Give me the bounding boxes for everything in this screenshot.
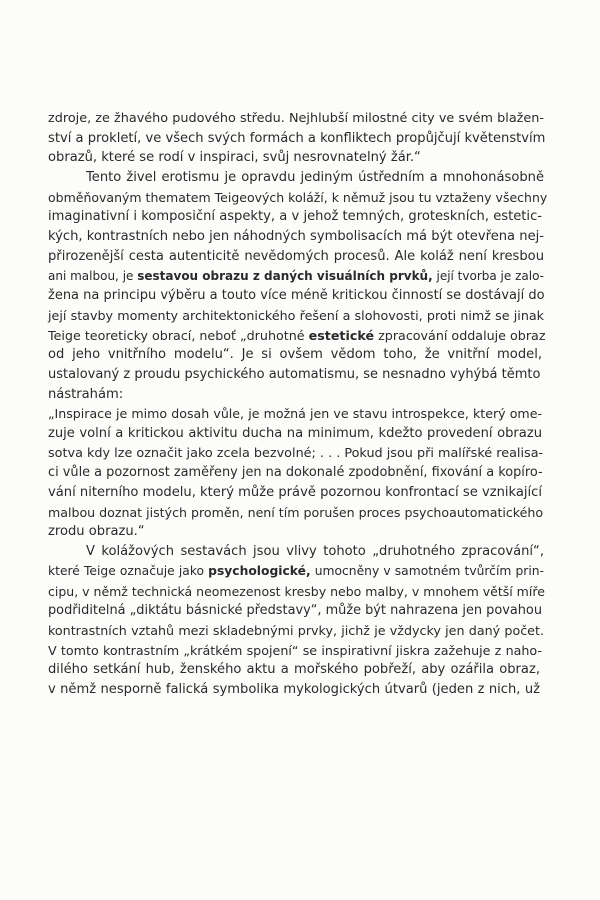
text-line: cipu, v němž technická neomezenost kresby nebo malby, v mnohem větší míře <box>48 583 545 599</box>
text-line: ci vůle a pozornost zaměřeny jen na dokonalé zpodobnění, fixování a kopíro- <box>48 465 543 481</box>
text-run: které Teige označuje jako <box>48 563 209 578</box>
emphasized-text: psychologické, <box>208 563 311 578</box>
text-line: podřiditelná „diktátu básnické představy“, může být nahrazena jen povahou <box>48 603 542 619</box>
text-line: její stavby momenty architektonického řešení a slohovosti, proti nimž se jinak <box>48 307 544 323</box>
text-line: Tento živel erotismu je opravdu jediným ústředním a mnohonásobně <box>86 170 544 186</box>
text-line: imaginativní i komposiční aspekty, a v jehož temných, groteskních, estetic- <box>48 209 542 225</box>
paragraph <box>48 168 548 404</box>
paragraph <box>48 109 548 168</box>
text-line: obměňovaným thematem Teigeových koláží, k němuž jsou tu vztaženy všechny <box>48 189 548 205</box>
text-line <box>48 562 544 582</box>
text-line: „Inspirace je mimo dosah vůle, je možná jen ve stavu introspekce, který ome- <box>48 406 542 422</box>
text-line: od jeho vnitřního modelu“. Je si ovšem vědom toho, že vnitřní model, <box>48 347 542 363</box>
text-line: přirozenější cesta autenticitě nevědomých procesů. Ale koláž není kresbou <box>48 248 544 264</box>
text-line: vání niterního modelu, který může právě pozornou konfrontací se vznikající <box>48 485 542 501</box>
text-line: sotva kdy lze označit jako zcela bezvolné; . . . Pokud jsou při malířské realisa- <box>48 445 544 461</box>
text-line: zuje volní a kritickou aktivitu ducha na minimum, kdežto provedení obrazu <box>48 426 542 441</box>
text-run: ani malbou, je <box>48 268 138 283</box>
text-line <box>48 267 544 287</box>
text-run: její tvorba je zalo- <box>432 268 544 283</box>
text-line: V tomto kontrastním „krátkém spojení“ se inspirativní jiskra zažehuje z naho- <box>48 642 542 658</box>
text-line: ství a prokletí, ve všech svých formách a konfliktech propůjčují květenstvím <box>48 130 546 146</box>
text-line: zdroje, ze žhavého pudového středu. Nejhlubší milostné city ve svém blažen- <box>48 111 544 126</box>
text-run: Teige teoreticky obrací, neboť „druhotné <box>48 327 309 343</box>
text-line: kých, kontrastních nebo jen náhodných symbolisacích má být otevřena nej- <box>48 229 544 245</box>
text-line: dilého setkání hub, ženského aktu a mořského pobřeží, aby ozářila obraz, <box>48 662 540 678</box>
page-text <box>48 109 548 700</box>
quotation <box>48 404 548 542</box>
text-line: obrazů, které se rodí v inspiraci, svůj nesrovnatelný žár.“ <box>48 150 421 166</box>
emphasized-text: estetické <box>308 327 375 343</box>
paragraph <box>48 542 548 700</box>
text-line: V kolážových sestavách jsou vlivy tohoto „druhotného zpracování“, <box>86 544 544 560</box>
text-line: nástrahám: <box>48 386 124 402</box>
text-run: umocněny v samotném tvůrčím prin- <box>310 563 544 578</box>
text-line <box>48 326 544 346</box>
text-line: v němž nesporně falická symbolika mykologických útvarů (jeden z nich, už <box>48 681 540 697</box>
text-line: malbou doznat jistých proměn, není tím porušen proces psychoautomatického <box>48 504 544 520</box>
emphasized-text: sestavou obrazu z daných visuálních prvků, <box>137 268 433 283</box>
text-line: kontrastních vztahů mezi skladebnými prvky, jichž je vždycky jen daný počet. <box>48 622 544 638</box>
text-line: žena na principu výběru a touto více méně kritickou činností se dostávají do <box>48 288 545 304</box>
text-line: ustalovaný z proudu psychického automatismu, se nesnadno vyhýbá těmto <box>48 366 541 382</box>
text-line: zrodu obrazu.“ <box>48 524 145 540</box>
text-run: zpracování oddaluje obraz <box>374 327 546 343</box>
